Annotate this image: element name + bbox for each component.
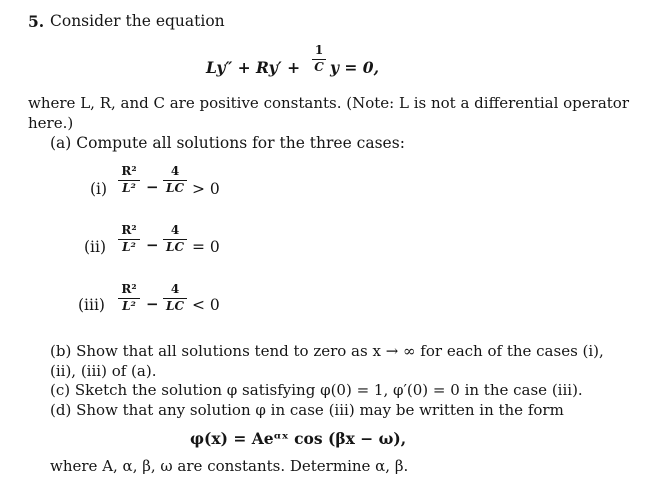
case-label: (i) xyxy=(90,180,108,198)
case-fraction-r2-l2 xyxy=(118,224,140,254)
frac-numerator: 4 xyxy=(170,282,180,296)
frac-numerator: R² xyxy=(121,282,137,296)
part-b-line-2: (ii), (iii) of (a). xyxy=(50,362,157,380)
case-fraction-r2-l2 xyxy=(118,283,140,313)
part-d-formula: φ(x) = Aeᵅˣ cos (βx − ω), xyxy=(190,429,407,448)
case-label: (iii) xyxy=(78,296,105,314)
part-b-line-1: (b) Show that all solutions tend to zero as x → ∞ for each of the cases (i), xyxy=(50,342,604,360)
part-d-last: where A, α, β, ω are constants. Determine α, β. xyxy=(50,457,409,475)
problem-number: 5. xyxy=(28,12,45,31)
equation-fraction xyxy=(312,44,326,74)
case-fraction-4-lc xyxy=(163,165,187,195)
equation-frac-denominator: C xyxy=(314,60,324,74)
minus-sign: − xyxy=(146,295,159,313)
case-label: (ii) xyxy=(84,238,107,256)
minus-sign: − xyxy=(146,178,159,196)
frac-denominator: LC xyxy=(166,181,184,195)
case-fraction-r2-l2 xyxy=(118,165,140,195)
equation-frac-numerator: 1 xyxy=(314,43,324,57)
part-a-text: (a) Compute all solutions for the three cases: xyxy=(50,134,405,152)
note-line-1: where L, R, and C are positive constants. (Note: L is not a differential operator xyxy=(28,94,630,112)
part-c-text: (c) Sketch the solution φ satisfying φ(0) = 1, φ′(0) = 0 in the case (iii). xyxy=(50,381,583,399)
frac-numerator: 4 xyxy=(170,223,180,237)
case-fraction-4-lc xyxy=(163,224,187,254)
frac-denominator: L² xyxy=(122,240,136,254)
case-relation: > 0 xyxy=(192,180,220,198)
frac-denominator: LC xyxy=(166,299,184,313)
case-relation: < 0 xyxy=(192,296,220,314)
frac-numerator: R² xyxy=(121,164,137,178)
problem-intro: Consider the equation xyxy=(50,12,225,30)
case-relation: = 0 xyxy=(192,238,220,256)
frac-numerator: 4 xyxy=(170,164,180,178)
frac-numerator: R² xyxy=(121,223,137,237)
minus-sign: − xyxy=(146,236,159,254)
frac-denominator: L² xyxy=(122,299,136,313)
note-line-2: here.) xyxy=(28,114,74,132)
frac-denominator: L² xyxy=(122,181,136,195)
frac-denominator: LC xyxy=(166,240,184,254)
part-d-text: (d) Show that any solution φ in case (iii) may be written in the form xyxy=(50,401,564,419)
case-fraction-4-lc xyxy=(163,283,187,313)
equation-lhs-b: y = 0, xyxy=(330,58,379,77)
equation-lhs-a: Ly″ + Ry′ + xyxy=(206,58,301,77)
